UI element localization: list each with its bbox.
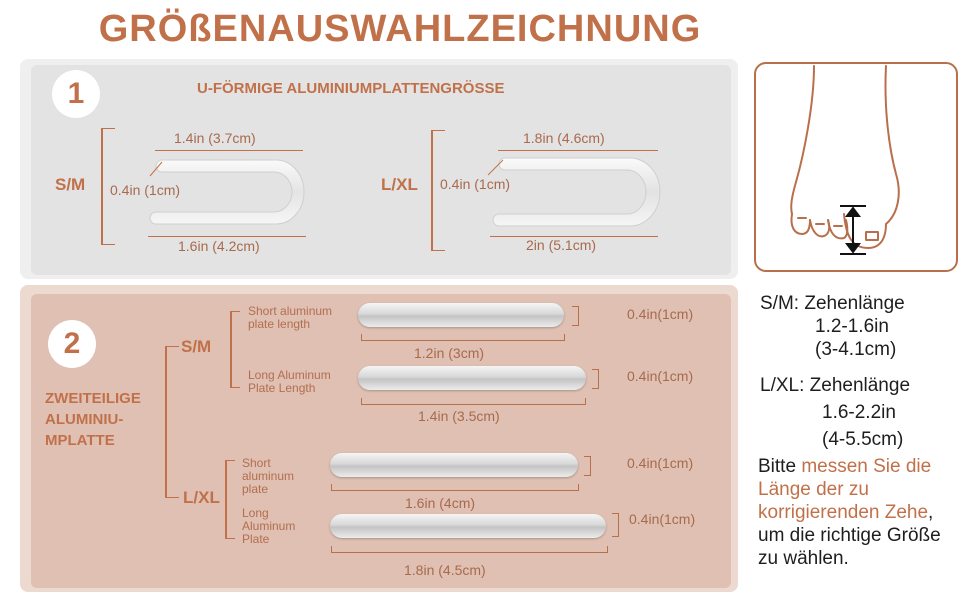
info-line: 1.6-2.2in xyxy=(822,402,896,423)
lxl-sub-bracket-top xyxy=(225,460,235,461)
lxl-bracket-top xyxy=(431,130,445,131)
foot-icon xyxy=(756,64,952,266)
lxl-bottom-width: 2in (5.1cm) xyxy=(526,237,597,253)
lxl-short-width-bracket xyxy=(584,456,591,476)
info-line: (3-4.1cm) xyxy=(815,339,897,360)
page-title: GRÖßENAUSWAHLZEICHNUNG xyxy=(98,8,702,50)
label-line: Short aluminum xyxy=(248,304,333,318)
section2-bracket-bottom xyxy=(165,497,179,498)
info-line: 1.2-1.6in xyxy=(815,316,889,337)
lxl-short-length-bracket xyxy=(331,484,579,491)
info-line: S/M: Zehenlänge xyxy=(760,293,905,314)
sm-long-plate xyxy=(358,366,586,390)
sm-height: 0.4in (1cm) xyxy=(110,182,181,198)
label-line: Short xyxy=(242,456,271,470)
sm-long-length-bracket xyxy=(361,398,586,405)
sm-short-length: 1.2in (3cm) xyxy=(414,345,485,361)
sm-bracket xyxy=(101,128,103,244)
lxl-top-width: 1.8in (4.6cm) xyxy=(523,130,605,146)
section2-bracket-top xyxy=(165,346,179,347)
label-line: aluminum xyxy=(242,469,295,483)
measure-note xyxy=(758,455,948,570)
sm-short-plate xyxy=(358,303,564,327)
section2-heading-line: ALUMINIU- xyxy=(45,411,124,428)
sm-top-dim-line xyxy=(155,150,303,151)
sm-bracket-top xyxy=(101,128,115,129)
lxl-short-plate xyxy=(330,453,578,477)
sm-size-info xyxy=(760,292,905,361)
section2-sm-label: S/M xyxy=(181,337,212,356)
sm-long-plate-label xyxy=(248,369,331,395)
sm-bottom-width: 1.6in (4.2cm) xyxy=(178,238,260,254)
info-line: (4-5.5cm) xyxy=(822,429,904,450)
sm-long-width: 0.4in(1cm) xyxy=(627,368,694,384)
section2-number: 2 xyxy=(48,320,96,368)
sm-top-width: 1.4in (3.7cm) xyxy=(174,130,256,146)
note-suffix: , um die richtige Größe zu wählen. xyxy=(758,502,941,569)
section2-lxl-label: L/XL xyxy=(183,488,220,507)
lxl-long-plate-label xyxy=(242,507,295,546)
label-line: Plate Length xyxy=(248,381,316,395)
lxl-size-info xyxy=(760,372,910,453)
label-line: Plate xyxy=(242,532,270,546)
lxl-sub-bracket-bottom xyxy=(225,538,235,539)
lxl-label: L/XL xyxy=(381,175,418,194)
lxl-short-length: 1.6in (4cm) xyxy=(405,495,476,511)
label-line: plate xyxy=(242,482,269,496)
section2-heading xyxy=(45,388,141,451)
section2-heading-line: ZWEITEILIGE xyxy=(45,390,141,407)
sm-short-length-bracket xyxy=(361,334,565,341)
note-highlight: messen Sie die Länge der zu korrigierenden Zehe xyxy=(758,456,932,523)
sm-sub-bracket-top xyxy=(230,311,240,312)
sm-sub-bracket-bottom xyxy=(230,387,240,388)
lxl-long-length: 1.8in (4.5cm) xyxy=(404,562,486,578)
section1-number: 1 xyxy=(52,70,100,118)
lxl-long-width: 0.4in(1cm) xyxy=(629,511,696,527)
note-prefix: Bitte xyxy=(758,456,802,477)
sm-u-plate xyxy=(148,152,318,232)
section1-heading: U-FÖRMIGE ALUMINIUMPLATTENGRÖSSE xyxy=(197,80,505,97)
lxl-bracket-bottom xyxy=(431,250,445,251)
lxl-bracket xyxy=(431,130,433,250)
sm-short-width: 0.4in(1cm) xyxy=(627,306,694,322)
sm-label: S/M xyxy=(55,175,86,194)
sm-sub-bracket xyxy=(230,311,232,387)
lxl-u-plate xyxy=(485,150,670,235)
label-line: Long xyxy=(242,506,269,520)
sm-long-width-bracket xyxy=(592,369,599,389)
info-line: L/XL: Zehenlänge xyxy=(760,375,911,396)
label-line: Aluminum xyxy=(242,519,296,533)
sm-bracket-bottom xyxy=(101,244,115,245)
lxl-long-plate xyxy=(330,514,606,538)
sm-bottom-dim-line xyxy=(148,236,306,237)
lxl-long-width-bracket xyxy=(612,513,619,537)
lxl-short-width: 0.4in(1cm) xyxy=(627,455,694,471)
sm-long-length: 1.4in (3.5cm) xyxy=(418,408,500,424)
label-line: plate length xyxy=(248,317,311,331)
sm-short-plate-label xyxy=(248,305,332,331)
lxl-long-length-bracket xyxy=(331,546,608,553)
section2-heading-line: MPLATTE xyxy=(45,432,115,449)
lxl-short-plate-label xyxy=(242,457,294,496)
section2-main-bracket xyxy=(165,346,167,498)
label-line: Long Aluminum xyxy=(248,368,331,382)
lxl-sub-bracket xyxy=(225,460,227,538)
sm-short-width-bracket xyxy=(572,306,579,326)
lxl-height: 0.4in (1cm) xyxy=(440,176,511,192)
